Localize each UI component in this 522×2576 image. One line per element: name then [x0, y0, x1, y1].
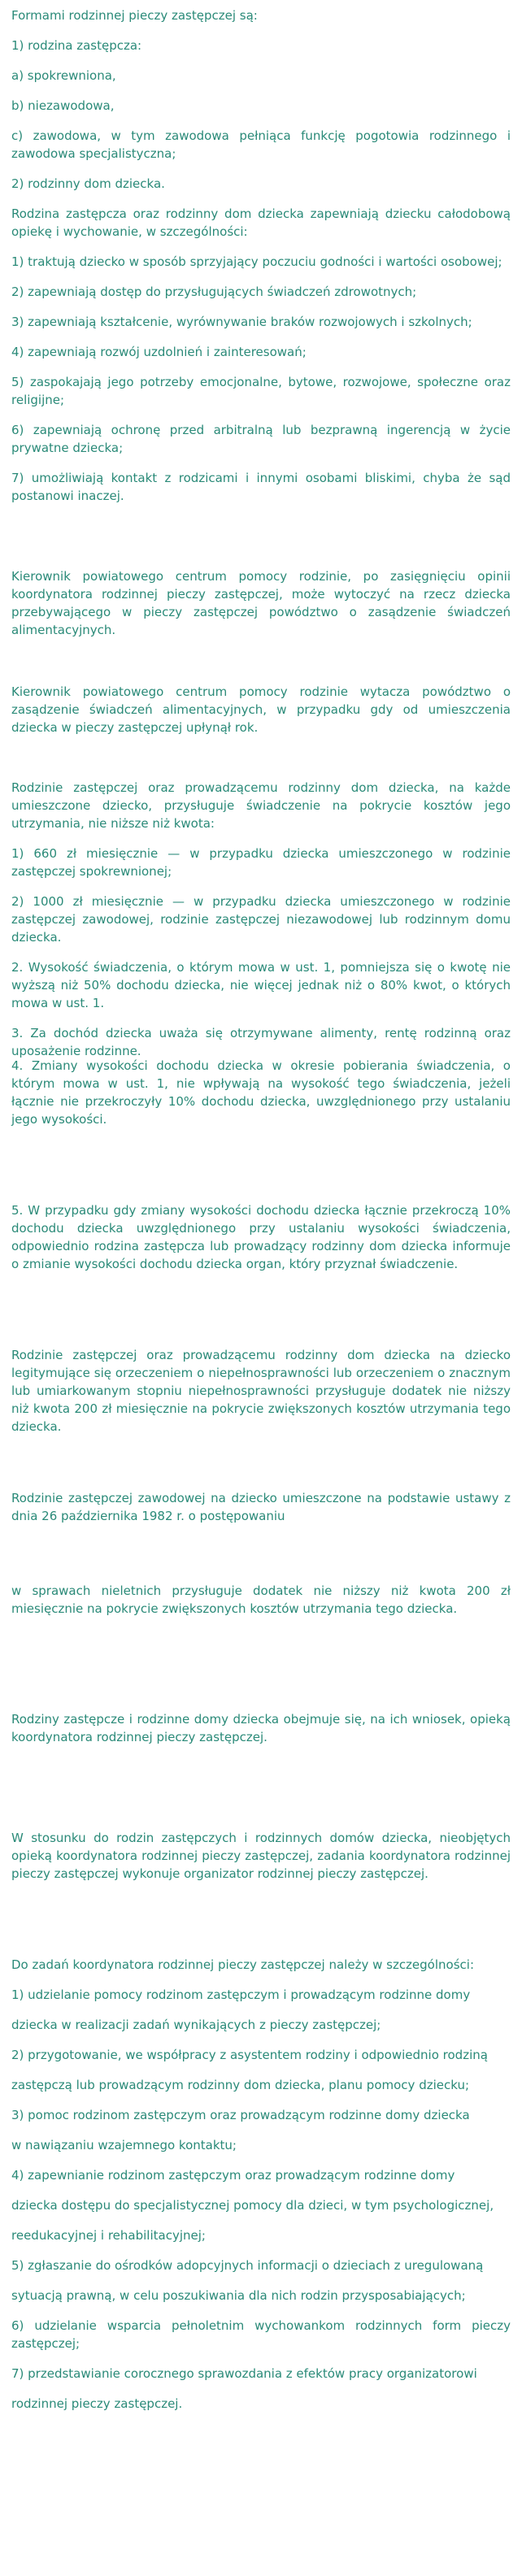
paragraph: Rodzinie zastępczej oraz prowadzącemu rodzinny dom dziecka, na każde umieszczone dziecko, przysługuje świadczenie na pokrycie kosztów jego utrzymania, nie niższe niż kwota:	[11, 780, 511, 831]
text-block	[11, 567, 511, 639]
paragraph: w sprawach nieletnich przysługuje dodatek nie niższy niż kwota 200 zł miesięcznie na pokrycie zwiększonych kosztów utrzymania tego dziecka.	[11, 1583, 511, 1616]
paragraph: rodzinnej pieczy zastępczej.	[11, 2396, 183, 2411]
text-block	[11, 779, 511, 1060]
paragraph: 5) zgłaszanie do ośrodków adopcyjnych informacji o dzieciach z uregulowaną	[11, 2258, 484, 2273]
text-block	[11, 1489, 511, 1525]
paragraph: 2) 1000 zł miesięcznie — w przypadku dziecka umieszczonego w rodzinie zastępczej zawodowej, rodzinie zastępczej niezawodowej lub rodzinnym domu dziecka.	[11, 894, 511, 945]
paragraph: 2. Wysokość świadczenia, o którym mowa w ust. 1, pomniejsza się o kwotę nie wyższą niż 50% dochodu dziecka, nie więcej jednak niż o 80% kwot, o których mowa w ust. 1.	[11, 960, 511, 1010]
paragraph: a) spokrewniona,	[11, 68, 116, 83]
text-block	[11, 7, 511, 505]
text-block	[11, 1829, 511, 1883]
paragraph: 1) udzielanie pomocy rodzinom zastępczym i prowadzącym rodzinne domy	[11, 1987, 471, 2002]
paragraph: sytuacją prawną, w celu poszukiwania dla nich rodzin przysposabiających;	[11, 2288, 466, 2303]
paragraph: 4) zapewnianie rodzinom zastępczym oraz prowadzącym rodzinne domy	[11, 2168, 455, 2183]
paragraph: c) zawodowa, w tym zawodowa pełniąca funkcję pogotowia rodzinnego i zawodowa specjalistyczna;	[11, 128, 511, 161]
paragraph: 5) zaspokajają jego potrzeby emocjonalne, bytowe, rozwojowe, społeczne oraz religijne;	[11, 375, 511, 407]
paragraph: 2) zapewniają dostęp do przysługujących świadczeń zdrowotnych;	[11, 285, 417, 299]
paragraph: Formami rodzinnej pieczy zastępczej są:	[11, 8, 258, 23]
text-block	[11, 1346, 511, 1436]
paragraph: Rodzinie zastępczej oraz prowadzącemu rodzinny dom dziecka na dziecko legitymujące się orzeczeniem o niepełnosprawności lub orzeczeniem o znacznym lub umiarkowanym stopniu niepełnosprawności przysługuje dodatek nie niższy niż kwota 200 zł miesięcznie na pokrycie zwiększonych kosztów utrzymania tego dziecka.	[11, 1348, 511, 1434]
paragraph: Rodzinie zastępczej zawodowej na dziecko umieszczone na podstawie ustawy z dnia 26 października 1982 r. o postępowaniu	[11, 1491, 511, 1523]
paragraph: w nawiązaniu wzajemnego kontaktu;	[11, 2138, 237, 2152]
paragraph: Kierownik powiatowego centrum pomocy rodzinie wytacza powództwo o zasądzenie świadczeń alimentacyjnych, w przypadku gdy od umieszczenia dziecka w pieczy zastępczej upłynął rok.	[11, 684, 511, 735]
paragraph: 1) 660 zł miesięcznie — w przypadku dziecka umieszczonego w rodzinie zastępczej spokrewnionej;	[11, 846, 511, 879]
paragraph: 2) przygotowanie, we współpracy z asystentem rodziny i odpowiednio rodziną	[11, 2048, 488, 2062]
text-block	[11, 1057, 511, 1128]
paragraph: zastępczą lub prowadzącym rodzinny dom dziecka, planu pomocy dziecku;	[11, 2078, 470, 2092]
paragraph: 3. Za dochód dziecka uważa się otrzymywane alimenty, rentę rodzinną oraz uposażenie rodzinne.	[11, 1026, 511, 1058]
text-block	[11, 1710, 511, 1746]
text-block	[11, 1956, 511, 2413]
paragraph: 4. Zmiany wysokości dochodu dziecka w okresie pobierania świadczenia, o którym mowa w ust. 1, nie wpływają na wysokość tego świadczenia, jeżeli łącznie nie przekroczyły 10% dochodu dziecka, uwzględnionego przy ustalaniu jego wysokości.	[11, 1058, 511, 1127]
paragraph: dziecka w realizacji zadań wynikających z pieczy zastępczej;	[11, 2018, 381, 2032]
paragraph: Kierownik powiatowego centrum pomocy rodzinie, po zasięgnięciu opinii koordynatora rodzinnej pieczy zastępczej, może wytoczyć na rzecz dziecka przebywającego w pieczy zastępczej powództwo o zasądzenie świadczeń alimentacyjnych.	[11, 569, 511, 637]
text-block	[11, 1201, 511, 1273]
paragraph: 7) umożliwiają kontakt z rodzicami i innymi osobami bliskimi, chyba że sąd postanowi inaczej.	[11, 471, 511, 503]
paragraph: 4) zapewniają rozwój uzdolnień i zainteresowań;	[11, 345, 307, 359]
paragraph: 1) rodzina zastępcza:	[11, 38, 142, 53]
paragraph: Rodzina zastępcza oraz rodzinny dom dziecka zapewniają dziecku całodobową opiekę i wychowanie, w szczególności:	[11, 206, 511, 239]
paragraph: 3) pomoc rodzinom zastępczym oraz prowadzącym rodzinne domy dziecka	[11, 2108, 470, 2122]
paragraph: 6) zapewniają ochronę przed arbitralną lub bezprawną ingerencją w życie prywatne dziecka;	[11, 423, 511, 455]
paragraph: 7) przedstawianie corocznego sprawozdania z efektów pracy organizatorowi	[11, 2366, 477, 2381]
paragraph: 1) traktują dziecko w sposób sprzyjający poczuciu godności i wartości osobowej;	[11, 254, 502, 269]
paragraph: W stosunku do rodzin zastępczych i rodzinnych domów dziecka, nieobjętych opieką koordynatora rodzinnej pieczy zastępczej, zadania koordynatora rodzinnej pieczy zastępczej wykonuje organizator rodzinnej pieczy zastępczej.	[11, 1831, 511, 1881]
paragraph: 3) zapewniają kształcenie, wyrównywanie braków rozwojowych i szkolnych;	[11, 315, 472, 329]
paragraph: Rodziny zastępcze i rodzinne domy dziecka obejmuje się, na ich wniosek, opieką koordynatora rodzinnej pieczy zastępczej.	[11, 1712, 511, 1744]
paragraph: b) niezawodowa,	[11, 98, 115, 113]
text-block	[11, 1582, 511, 1618]
paragraph: dziecka dostępu do specjalistycznej pomocy dla dzieci, w tym psychologicznej,	[11, 2198, 494, 2213]
text-block	[11, 683, 511, 736]
paragraph: 5. W przypadku gdy zmiany wysokości dochodu dziecka łącznie przekroczą 10% dochodu dziecka uwzględnionego przy ustalaniu wysokości świadczenia, odpowiednio rodzina zastępcza lub prowadzący rodzinny dom dziecka informuje o zmianie wysokości dochodu dziecka organ, który przyznał świadczenie.	[11, 1203, 511, 1271]
paragraph: 6) udzielanie wsparcia pełnoletnim wychowankom rodzinnych form pieczy zastępczej;	[11, 2318, 511, 2351]
paragraph: reedukacyjnej i rehabilitacyjnej;	[11, 2228, 206, 2243]
paragraph: 2) rodzinny dom dziecka.	[11, 176, 165, 191]
paragraph: Do zadań koordynatora rodzinnej pieczy zastępczej należy w szczególności:	[11, 1957, 474, 1972]
